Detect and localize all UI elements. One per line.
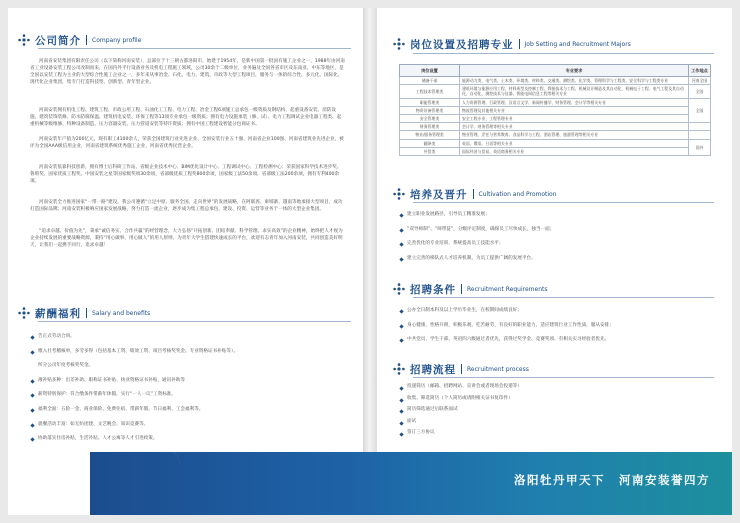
salary-list: [30, 330, 238, 447]
post-cell: 安全管理类: [400, 115, 460, 123]
requirement-cell: 人力资源管理、行政管理、汉语言文学、新闻传播学、财务管理、会计学等相关专业: [460, 98, 689, 106]
training-heading: [393, 186, 557, 202]
list-item: 所分公司年度考核奖奖金。: [38, 363, 94, 369]
list-item: 签订三方协议: [399, 427, 522, 439]
requirement-cell: 国际经济与贸易、英语商务相关专业: [460, 147, 689, 155]
company-logo-icon: [393, 188, 405, 200]
list-item: 完善优化的专业培训，系统提高员工技能水平；: [399, 237, 554, 252]
company-paragraph-6: “追求卓越、价值为先”，秉承“诚信务实、合作共赢”的经营理念，大力弘扬“开拓创新、团结奉献、科学管理、求实高效”的企业精神，始终把人才视为企业持续发展的重要战略资源，秉持“用心做事、用心做人”的用人原则，为青年大学生搭建快速成长的平台，欢迎有志青年加入河南安装，共同创造美好明天，让我们一起携手同行，追求卓越！: [30, 229, 343, 249]
process-title-en: Recruitment process: [467, 365, 529, 373]
jobs-title: 岗位设置及招聘专业: [410, 38, 514, 51]
salary-title-en: Salary and benefits: [92, 309, 151, 317]
table-header-location: 工作地点: [689, 65, 711, 77]
list-item: 身心健康，性格开朗，积极乐观，吃苦耐劳，有良好的职业能力，适应建筑行业工作性质，服从安排；: [399, 319, 614, 334]
table-header-requirement: 专业要求: [460, 65, 689, 77]
list-item: 薪资特别保护：符合缴条件带薪年休假，实行“一人一议”工资标准。: [30, 388, 238, 403]
process-title: 招聘流程: [410, 363, 456, 376]
process-heading: [393, 361, 529, 377]
post-cell: 财务管理类: [400, 123, 460, 131]
company-profile-heading: [18, 32, 141, 48]
heading-divider: [461, 364, 462, 374]
list-item: 薄补贴多种：出差补助、职称证书补贴、执业资格证书补贴、通讯补助等: [30, 374, 238, 389]
heading-divider: [86, 35, 87, 45]
company-logo-icon: [18, 307, 30, 319]
banner-slogan: [514, 472, 710, 488]
list-item: 投递简历（邮箱、招聘网站、宣讲会或者现场会投递等）: [399, 381, 522, 393]
list-item: 中共党员、学生干部、英语四六级通过者优先，获得过奖学金、竞赛奖项、有相关实习经验者优先。: [399, 333, 614, 348]
list-item: 就餐活动丰富：如无纺团建、文艺晚会、知识竞赛等。: [30, 418, 238, 433]
company-title-en: Company profile: [92, 36, 142, 44]
requirement-cell: 物业管理、烹饪与营养教育、食品科学与工程、酒店管理、旅游管理等相关专业: [460, 131, 689, 139]
conditions-list: [399, 304, 614, 348]
company-paragraph-3: 河南安装年产值为200亿元，现有职工4100余人，荣获全国建筑行业先进企业、全国安装行业五十强、河南省企业100强、河南省建筑业先进企业，被评为全国AAA级信用企业，河南省建筑系统优秀施工企业，河南省优秀民营企业。: [30, 137, 344, 150]
training-title-en: Cultivation and Promotion: [478, 190, 557, 198]
list-item: 建立职业发展路径，引导员工精准发展；: [399, 208, 554, 223]
jobs-rule: [413, 53, 714, 54]
company-paragraph-1: 河南省安装集团有限责任公司（以下简称河南安装），总部位于十三朝古都洛阳市，始建于1954年，是新中国第一批国有施工企业之一，1988年由河南省工业设备安装工程公司改制而来，在国内外平行设备业务及机电工程施工领域，公司30余个二级单位，业务遍及全国各省市区及东南亚、中东等地区，是全国以安装工程为主业的大型综合性施工企业之一，多年来从事冶金、石化、电力、建筑、市政等大型工程项目，服务与一体的综合性、多元化、国际化、现代化企业集团，集专门打造科技型、创新型、青年型企业。: [30, 59, 345, 86]
training-list: [399, 208, 554, 266]
left-page: [8, 8, 363, 515]
conditions-title: 招聘条件: [410, 283, 456, 296]
banner-decoration: [50, 435, 180, 495]
location-cell: [689, 131, 711, 139]
location-cell: 国外: [689, 139, 711, 155]
company-paragraph-4: 河南安装依靠科技创新，拥有博士后科研工作站、省级企业技术中心、BIM优化设计中心、工程调试中心、工程检测中心；荣获国家科学技术进步奖、鲁班奖、国家优质工程奖、中国安装之星等国家级奖项30余项，省部级优质工程奖800余项，国家级工法50余项，省部级工法200余项，拥有专利400余项。: [30, 165, 342, 185]
table-row: [400, 115, 711, 123]
list-item: 协助落实住房补贴，生活补贴、人才公寓等人才引进政策。: [30, 432, 238, 447]
company-title: 公司简介: [35, 34, 81, 47]
heading-divider: [519, 39, 520, 49]
jobs-table: [399, 64, 711, 156]
training-title: 培养及晋升: [410, 188, 468, 201]
requirement-cell: 物流管理及其他相关专业: [460, 106, 689, 114]
requirement-cell: 会计学、财务管理等相关专业: [460, 123, 689, 131]
table-row: [400, 147, 711, 155]
post-cell: 工程技术管理类: [400, 85, 460, 98]
jobs-heading: [393, 36, 631, 52]
company-rule: [38, 48, 351, 49]
process-list: [399, 381, 522, 439]
list-item: 缴入社考稽核单，多劳多得（包括基本工资、绩效工资、项目考核奖奖金、专业资格证书补贴等）。: [30, 345, 238, 360]
company-paragraph-2: 河南安装拥有机电工程、建筑工程、市政公用工程、石油化工工程、电力工程、冶金工程6项施工总承包一级资质及钢结构、起重设备安装、消防设施、建筑装饰装修、防水防腐保温、建筑机电安装、环保工程等13项专业承包一级资质；拥有电力设施承装（修、试）、电力工程调试企业电器工程类、起重机械等级维修、特种设备制造、压力容器安装、压力管道安装等特许资质；拥有中国工程建设智能分包商证书。: [30, 108, 342, 128]
company-logo-icon: [393, 363, 405, 375]
requirement-cell: 安全工程专业、工程管理专业: [460, 115, 689, 123]
salary-rule: [38, 321, 351, 322]
post-cell: 物业/服务管理类: [400, 131, 460, 139]
conditions-heading: [393, 281, 548, 297]
requirement-cell: 英语、俄语、日语等相关专业: [460, 139, 689, 147]
conditions-rule: [413, 297, 714, 298]
right-page: [377, 8, 732, 515]
list-item: 简历筛选通过后联系面试: [399, 404, 522, 416]
table-header-post: 岗位设置: [400, 65, 460, 77]
post-cell: 职能管理类: [400, 98, 460, 106]
heading-divider: [86, 308, 87, 318]
list-item: 收集、筛选简历（个人简历或请附相关证书复印件）: [399, 393, 522, 405]
table-row: [400, 77, 711, 85]
process-rule: [413, 377, 714, 378]
training-rule: [413, 202, 714, 203]
book-spine: [363, 8, 377, 515]
table-row: [400, 123, 711, 131]
company-logo-icon: [18, 34, 30, 46]
heading-divider: [473, 189, 474, 199]
post-cell: 翻译类: [400, 139, 460, 147]
slogan-part-b: 河南安装誉四方: [619, 473, 710, 487]
salary-title: 薪酬福利: [35, 307, 81, 320]
list-item: 告正式劳动合同。: [30, 330, 238, 345]
company-paragraph-5: 河南安装全力推进国家“一带一路”建设，我公司遵循“立足中原、服务全国、走向世界”的发展战略，在阿联酋、柬埔寨、越南等地承接大型项目，成功打造国际品牌；河南安装积极响应国家发展战略，努力打造一流企业，逐步成为集工程总承包、建设、投资、运营等业务于一体的大型企业集团。: [30, 200, 343, 213]
jobs-title-en: Job Setting and Recruitment Majors: [524, 40, 631, 48]
requirement-cell: 能源动力类、电气类、土木类、环境类、材料类、交通类、测绘类、化学类、管理科学与工程类、安全科学与工程类专业: [460, 77, 689, 85]
post-cell: 外贸类: [400, 147, 460, 155]
salary-heading: [18, 305, 150, 321]
list-item: 面试: [399, 416, 522, 428]
location-cell: 全国: [689, 85, 711, 98]
post-cell: 物资设备管理类: [400, 106, 460, 114]
table-row: [400, 98, 711, 106]
company-logo-icon: [393, 38, 405, 50]
slogan-part-a: 洛阳牡丹甲天下: [514, 473, 605, 487]
list-item: “双导师制”、“师带徒”，分级评定制度，确保员工尽快成长，独当一面；: [399, 223, 554, 238]
table-row: [400, 139, 711, 147]
list-item: 公办全日制本科及以上学历毕业生，在校期间成绩良好；: [399, 304, 614, 319]
list-item: 建立完善的梯队式人才培养机制，为员工提供广阔的发展平台。: [399, 252, 554, 267]
company-logo-icon: [393, 283, 405, 295]
table-row: [400, 85, 711, 98]
location-cell: 全国: [689, 98, 711, 123]
requirement-cell: 建筑环境与能源应用工程、材料成型及控制工程、焊接技术与工程、机械设计制造及其自动化、机械电子工程、电气工程及其自动化、自动化、测控技术与仪器、智能电网信息工程等相关专业: [460, 85, 689, 98]
location-cell: [689, 123, 711, 131]
list-item: 福利全面：五险一金、商业保险、免费住宿、带薪年假、节日福利、工会福利等。: [30, 403, 238, 418]
table-header-row: [400, 65, 711, 77]
slogan-banner: [90, 452, 732, 515]
table-row: [400, 131, 711, 139]
heading-divider: [461, 284, 462, 294]
conditions-title-en: Recruitment Requirements: [467, 285, 548, 293]
table-row: [400, 106, 711, 114]
location-cell: 河南全国: [689, 77, 711, 85]
post-cell: 储备干部: [400, 77, 460, 85]
